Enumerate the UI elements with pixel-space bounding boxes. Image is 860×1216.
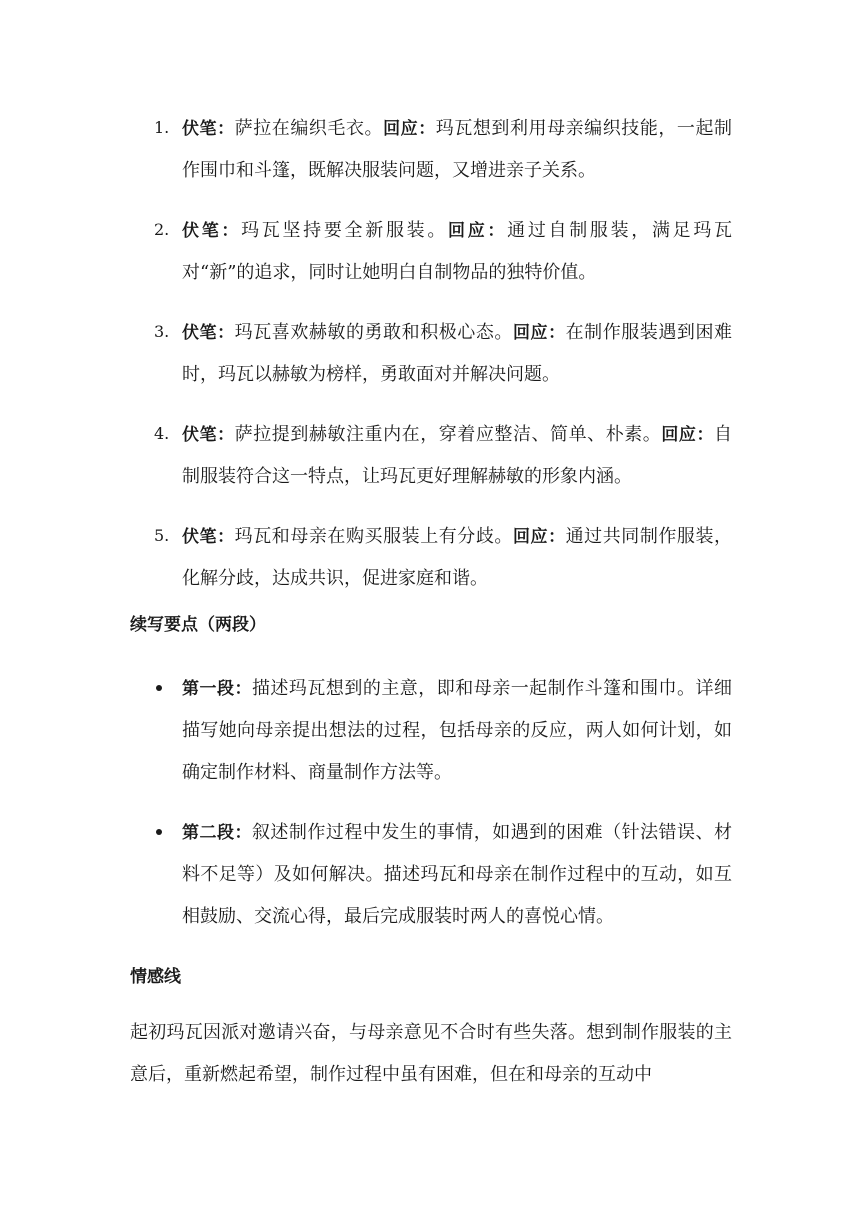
response-text: 自制服装符合这一特点，让玛瓦更好理解赫敏的形象内涵。 [182, 424, 733, 487]
response-text: 通过共同制作服装，化解分歧，达成共识，促进家庭和谐。 [182, 526, 733, 589]
foreshadow-list [0, 108, 860, 618]
paragraph-label: 第二段 [182, 823, 235, 843]
paragraph-text: 描述玛瓦想到的主意，即和母亲一起制作斗篷和围巾。详细描写她向母亲提出想法的过程，包括母亲的反应，两人如何计划，如确定制作材料、商量制作方法等。 [182, 678, 733, 783]
paragraph-text: 叙述制作过程中发生的事情，如遇到的困难（针法错误、材料不足等）及如何解决。描述玛瓦和母亲在制作过程中的互动，如互相鼓励、交流心得，最后完成服装时两人的喜悦心情。 [182, 822, 733, 927]
list-item-text: 伏笔：萨拉提到赫敏注重内在，穿着应整洁、简单、朴素。回应：自制服装符合这一特点，让玛瓦更好理解赫敏的形象内涵。 [182, 424, 733, 487]
list-item-text: 伏笔：玛瓦坚持要全新服装。回应：通过自制服装，满足玛瓦对“新”的追求，同时让她明白自制物品的独特价值。 [182, 220, 733, 283]
foreshadow-label: 伏笔 [182, 221, 222, 241]
list-item-text: 伏笔：玛瓦喜欢赫敏的勇敢和积极心态。回应：在制作服装遇到困难时，玛瓦以赫敏为榜样，勇敢面对并解决问题。 [182, 322, 733, 385]
response-text: 在制作服装遇到困难时，玛瓦以赫敏为榜样，勇敢面对并解决问题。 [182, 322, 733, 385]
list-item-text: 第一段：描述玛瓦想到的主意，即和母亲一起制作斗篷和围巾。详细描写她向母亲提出想法的过程，包括母亲的反应，两人如何计划，如确定制作材料、商量制作方法等。 [182, 678, 733, 783]
foreshadow-label: 伏笔 [182, 119, 218, 139]
list-number: 2. [154, 220, 170, 239]
writing-points-list [0, 668, 860, 956]
response-label: 回应 [448, 221, 488, 241]
section-heading-emotion: 情感线 [130, 967, 181, 987]
list-item-text: 伏笔：玛瓦和母亲在购买服装上有分歧。回应：通过共同制作服装，化解分歧，达成共识，促进家庭和谐。 [182, 526, 733, 589]
foreshadow-label: 伏笔 [182, 527, 218, 547]
list-item [0, 668, 860, 794]
foreshadow-text: 玛瓦坚持要全新服装。 [241, 220, 449, 241]
foreshadow-label: 伏笔 [182, 425, 218, 445]
foreshadow-text: 玛瓦和母亲在购买服装上有分歧。 [234, 526, 513, 547]
response-label: 回应 [512, 527, 549, 547]
response-text: 玛瓦想到利用母亲编织技能，一起制作围巾和斗篷，既解决服装问题，又增进亲子关系。 [182, 118, 733, 181]
list-item [0, 812, 860, 938]
foreshadow-text: 玛瓦喜欢赫敏的勇敢和积极心态。 [234, 322, 513, 343]
bullet-icon [156, 829, 162, 835]
list-item [0, 414, 860, 498]
list-number: 5. [154, 526, 170, 545]
list-item [0, 210, 860, 294]
foreshadow-text: 萨拉提到赫敏注重内在，穿着应整洁、简单、朴素。 [234, 424, 662, 445]
emotion-paragraph: 起初玛瓦因派对邀请兴奋，与母亲意见不合时有些失落。想到制作服装的主意后，重新燃起希望，制作过程中虽有困难，但在和母亲的互动中 [130, 1022, 732, 1085]
list-number: 1. [154, 118, 170, 137]
list-item-text: 伏笔：萨拉在编织毛衣。回应：玛瓦想到利用母亲编织技能，一起制作围巾和斗篷，既解决服装问题，又增进亲子关系。 [182, 118, 733, 181]
list-item-text: 第二段：叙述制作过程中发生的事情，如遇到的困难（针法错误、材料不足等）及如何解决。描述玛瓦和母亲在制作过程中的互动，如互相鼓励、交流心得，最后完成服装时两人的喜悦心情。 [182, 822, 733, 927]
bullet-icon [156, 685, 162, 691]
foreshadow-text: 萨拉在编织毛衣。 [234, 118, 384, 139]
section-heading-writing-points: 续写要点（两段） [130, 615, 266, 635]
list-item [0, 516, 860, 600]
list-number: 3. [154, 322, 170, 341]
list-number: 4. [154, 424, 170, 443]
list-item [0, 108, 860, 192]
response-label: 回应 [512, 323, 549, 343]
response-text: 通过自制服装，满足玛瓦对“新”的追求，同时让她明白自制物品的独特价值。 [182, 220, 733, 283]
response-label: 回应 [661, 425, 697, 445]
response-label: 回应 [383, 119, 419, 139]
foreshadow-label: 伏笔 [182, 323, 218, 343]
list-item [0, 312, 860, 396]
paragraph-label: 第一段 [182, 679, 235, 699]
